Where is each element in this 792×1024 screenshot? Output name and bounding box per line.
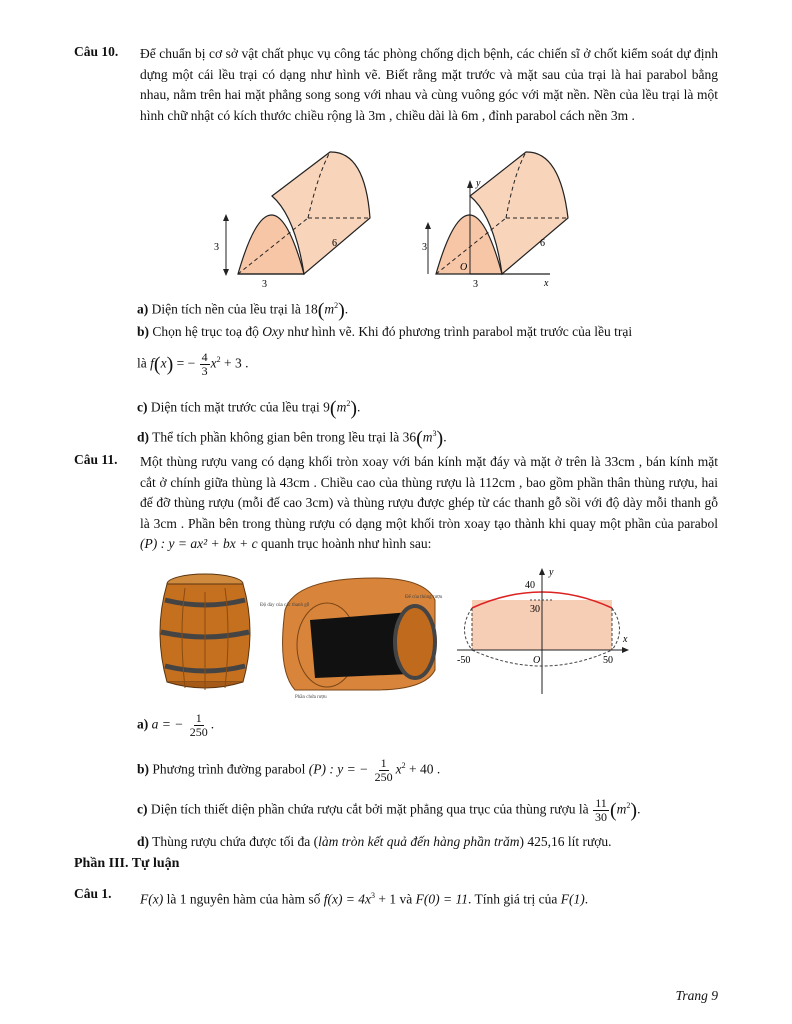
graph-40-label: 40 xyxy=(525,580,535,591)
tent-figure-right xyxy=(418,146,598,294)
q10-label: Câu 10. xyxy=(74,44,119,59)
tent-width-label: 3 xyxy=(262,279,267,290)
c1-text: F(x) là 1 nguyên hàm của hàm số $f(x) = 4x^3 + 1$ và F(0) = 11. Tính giá trị của F(1). xyxy=(140,891,589,907)
graph-origin-label: O xyxy=(533,655,541,666)
graph-y-label: y xyxy=(549,567,554,578)
barrel-cutaway-figure xyxy=(255,570,455,700)
page-number: Trang 9 xyxy=(675,988,718,1003)
barrel-graph xyxy=(455,566,630,696)
tent-height-label: 3 xyxy=(214,242,219,253)
tent2-length-label: 6 xyxy=(540,238,545,249)
tent2-origin-label: O xyxy=(460,262,468,273)
barrel-thickness-label: Độ dày của các thanh gỗ xyxy=(260,603,310,608)
tent2-width-label: 3 xyxy=(473,279,478,290)
q10-option-a: a) Diện tích nền của lều trại là $18(m^2)$. xyxy=(137,299,349,322)
q10-text: Để chuẩn bị cơ sở vật chất phục vụ công tác phòng chống dịch bệnh, các chiến sĩ ở chốt kiểm soát dự định dựng một cái lều trại có dạng như hình vẽ. Biết rằng mặt trước và mặt sau của trại là hai parabol bằng nhau, nằm trên hai mặt phẳng song song với nhau và cùng vuông góc với mặt nền. Nền của lều trại là một hình chữ nhật có kích thước chiều rộng là 3m , chiều dài là 6m , đỉnh parabol cách nền 3m . xyxy=(140,46,718,123)
q11-option-c: c) Diện tích thiết diện phần chứa rượu cắt bởi mặt phẳng qua trục của thùng rượu là $\frac{11}{30}$ $(m^2)$. xyxy=(137,795,641,824)
c1-label: Câu 1. xyxy=(74,886,112,901)
tent-length-label: 6 xyxy=(332,238,337,249)
q10-option-b-eq: là f(x) = − $\frac{4}{3}$ $x^2 + 3$ . xyxy=(137,349,249,378)
tent-figure-left xyxy=(200,146,400,294)
q10-option-b: b) Chọn hệ trục toạ độ Oxy như hình vẽ. Khi đó phương trình parabol mặt trước của lều trại xyxy=(137,324,633,339)
parabol-equation: (P) : y = ax² + bx + c xyxy=(140,536,258,551)
q11-option-d: d) Thùng rượu chứa được tối đa (làm tròn kết quả đến hàng phần trăm) 425,16 lít rượu. xyxy=(137,834,612,849)
graph-minus50-label: -50 xyxy=(457,655,471,666)
q10-option-d: d) Thể tích phần không gian bên trong lều trại là $36(m^3)$. xyxy=(137,427,447,450)
q11-option-b: b) Phương trình đường parabol (P) : y = − $\frac{1}{250}$ $x^2 + 40$ . xyxy=(137,755,441,784)
q10-option-c: c) Diện tích mặt trước của lều trại $9(m^2)$. xyxy=(137,397,361,420)
tent2-y-label: y xyxy=(476,178,481,189)
barrel-base-label: Đế của thùng rượu xyxy=(405,595,443,600)
barrel-wine-label: Phần chứa rượu xyxy=(295,695,327,700)
barrel-figure xyxy=(155,570,255,695)
tent2-height-label: 3 xyxy=(422,242,427,253)
q11-option-a: a) a = − $\frac{1}{250}$ . xyxy=(137,711,215,739)
q11-label: Câu 11. xyxy=(74,452,118,467)
part3-title: Phần III. Tự luận xyxy=(74,856,180,871)
graph-50-label: 50 xyxy=(603,655,613,666)
tent2-x-label: x xyxy=(544,278,549,289)
q11-text: Một thùng rượu vang có dạng khối tròn xoay với bán kính mặt đáy và mặt ở trên là 33cm , bán kính mặt cắt ở chính giữa thùng là 43cm . Chiều cao của thùng rượu là 112cm , bao gồm phần thân thùng rượu, hai đế đỡ thùng rượu (mỗi đế cao 3cm) và thùng rượu được ghép từ các thanh gỗ sồi với độ dày mỗi thanh gỗ là 3cm . Phần bên trong thùng rượu có dạng một khối tròn xoay tạo thành khi quay một phần của parabol (P) : y = ax² + bx + c quanh trục hoành như hình sau: xyxy=(140,454,718,551)
graph-30-label: 30 xyxy=(530,604,540,615)
graph-x-label: x xyxy=(623,634,628,645)
